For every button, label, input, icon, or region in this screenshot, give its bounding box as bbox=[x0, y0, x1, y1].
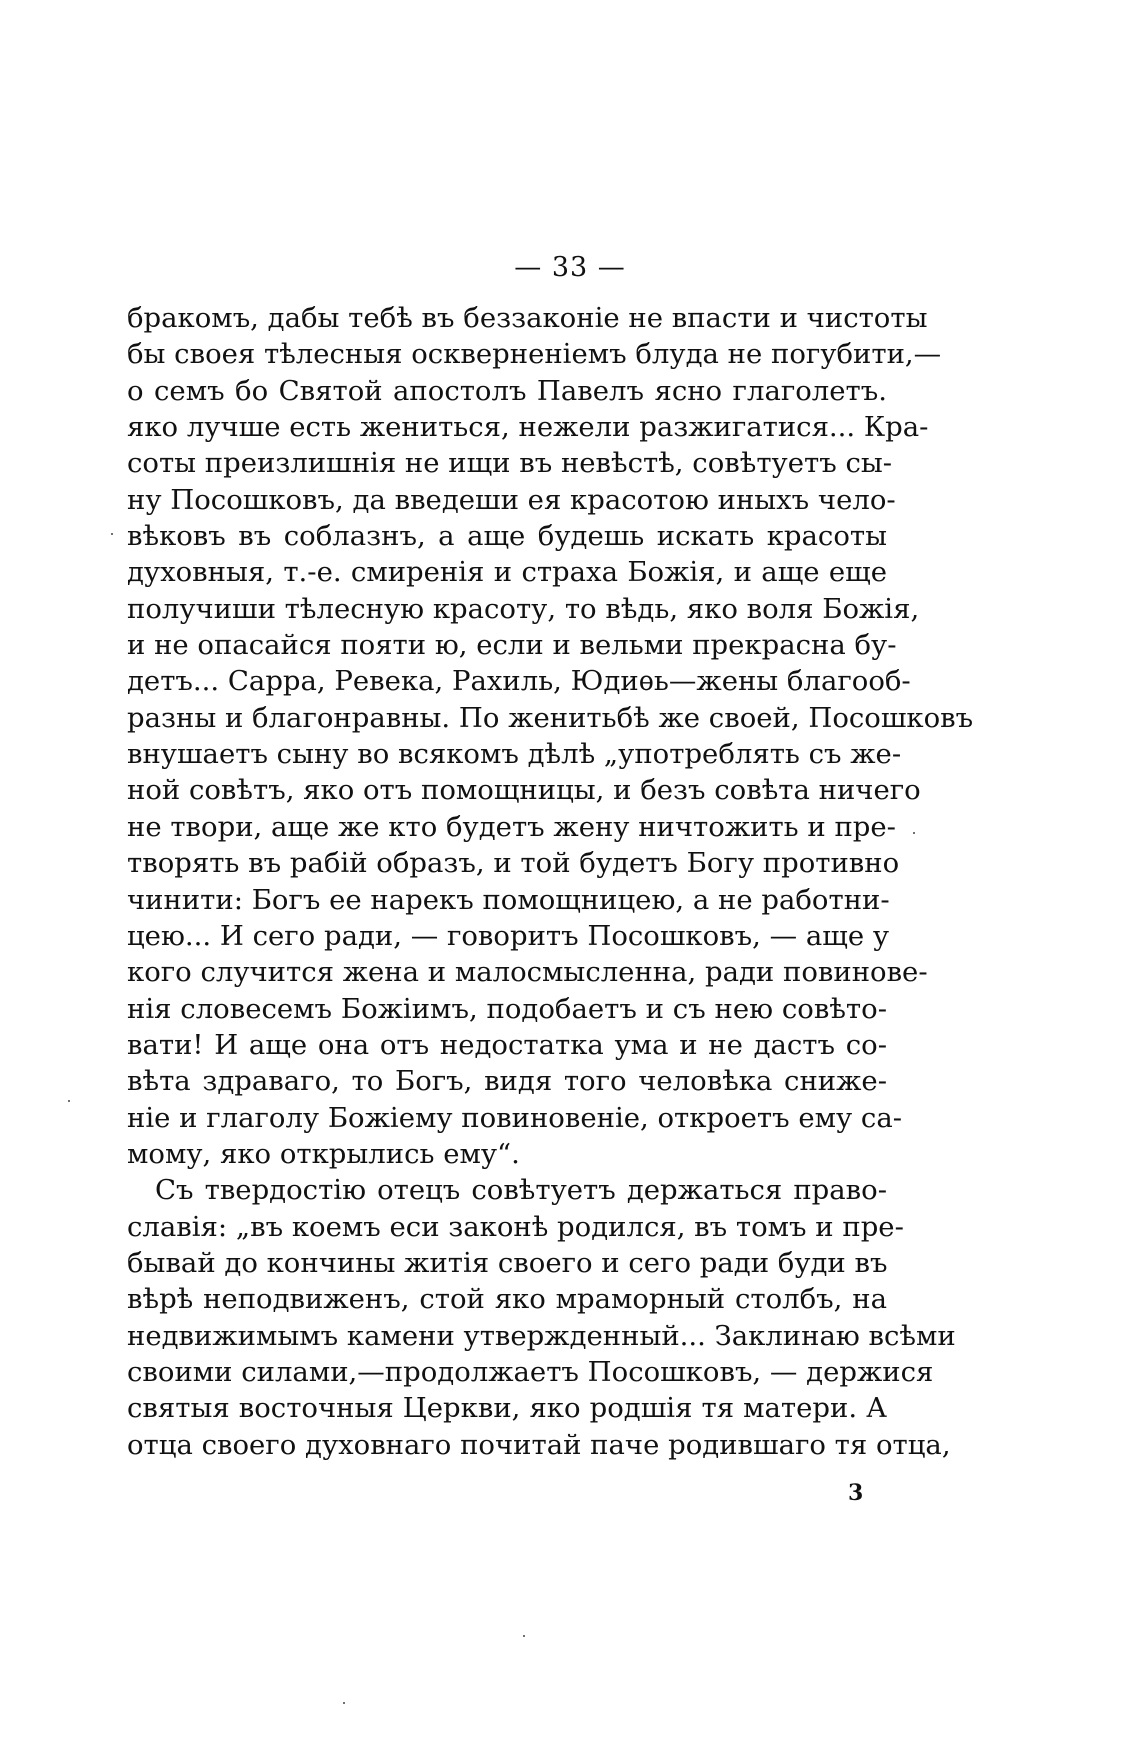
text-line: славія: „въ коемъ еси законѣ родился, въ томъ и пре- bbox=[127, 1210, 904, 1243]
text-line: не твори, аще же кто будетъ жену ничтожить и пре- bbox=[127, 810, 896, 843]
text-line: кого случится жена и малосмысленна, ради повинове- bbox=[127, 956, 928, 989]
text-line: бы своея тѣлесныя оскверненіемъ блуда не погубити,— bbox=[127, 338, 942, 371]
text-line: соты преизлишнія не ищи въ невѣстѣ, совѣтуетъ сы- bbox=[127, 447, 893, 480]
page-number: — 33 — bbox=[514, 252, 626, 283]
text-line: творять въ рабій образъ, и той будетъ Богу противно bbox=[127, 847, 900, 880]
text-line: вѣрѣ неподвиженъ, стой яко мраморный столбъ, на bbox=[127, 1283, 887, 1316]
text-line: ніе и глаголу Божіему повиновеніе, откроетъ ему са- bbox=[127, 1101, 903, 1134]
text-line: отца своего духовнаго почитай паче родившаго тя отца, bbox=[127, 1428, 951, 1461]
text-line: и не опасайся пояти ю, если и вельми прекрасна бу- bbox=[127, 629, 897, 662]
text-line: внушаетъ сыну во всякомъ дѣлѣ „употреблять съ же- bbox=[127, 738, 902, 771]
scan-speck bbox=[523, 1635, 525, 1637]
text-line: разны и благонравны. По женитьбѣ же своей, Посошковъ bbox=[127, 701, 974, 734]
text-line: недвижимымъ камени утвержденный... Заклинаю всѣми bbox=[127, 1319, 956, 1352]
body-text bbox=[127, 300, 974, 1463]
text-line: цею... И сего ради, — говоритъ Посошковъ, — аще у bbox=[127, 919, 890, 952]
text-line: святыя восточныя Церкви, яко родшія тя матери. А bbox=[127, 1392, 887, 1425]
text-line: чинити: Богъ ее нарекъ помощницею, а не работни- bbox=[127, 883, 890, 916]
text-line: бывай до кончины житія своего и сего ради буди въ bbox=[127, 1246, 888, 1279]
text-line-paragraph-start: Съ твердостію отецъ совѣтуетъ держаться право- bbox=[155, 1174, 887, 1207]
scan-speck bbox=[343, 1702, 345, 1704]
scan-speck bbox=[68, 1100, 70, 1102]
text-line: яко лучше есть жениться, нежели разжигатися... Кра- bbox=[127, 411, 929, 444]
text-line: вѣта здраваго, то Богъ, видя того человѣка сниже- bbox=[127, 1065, 887, 1098]
text-line: нія словесемъ Божіимъ, подобаетъ и съ нею совѣто- bbox=[127, 992, 887, 1025]
text-line: вѣковъ въ соблазнъ, а аще будешь искать красоты bbox=[127, 520, 887, 553]
text-line: о семъ бо Святой апостолъ Павелъ ясно глаголетъ. bbox=[127, 374, 887, 407]
text-line: вати! И аще она отъ недостатка ума и не дастъ со- bbox=[127, 1028, 887, 1061]
text-line: своими силами,—продолжаетъ Посошковъ, — держися bbox=[127, 1355, 934, 1388]
text-line-paragraph-end: мому, яко открылись ему“. bbox=[127, 1137, 520, 1170]
scan-speck bbox=[111, 533, 113, 535]
text-line: ной совѣтъ, яко отъ помощницы, и безъ совѣта ничего bbox=[127, 774, 921, 807]
scan-speck bbox=[913, 832, 915, 834]
text-line: бракомъ, дабы тебѣ въ беззаконіе не впасти и чистоты bbox=[127, 302, 928, 334]
text-line: детъ... Сарра, Ревека, Рахиль, Юдиѳь—жены благооб- bbox=[127, 665, 911, 698]
text-line: получиши тѣлесную красоту, то вѣдь, яко воля Божія, bbox=[127, 592, 920, 625]
text-line: ну Посошковъ, да введеши ея красотою иныхъ чело- bbox=[127, 483, 896, 516]
printer-signature-mark: 3 bbox=[848, 1480, 864, 1506]
text-line: духовныя, т.-е. смиренія и страха Божія, и аще еще bbox=[127, 556, 887, 589]
